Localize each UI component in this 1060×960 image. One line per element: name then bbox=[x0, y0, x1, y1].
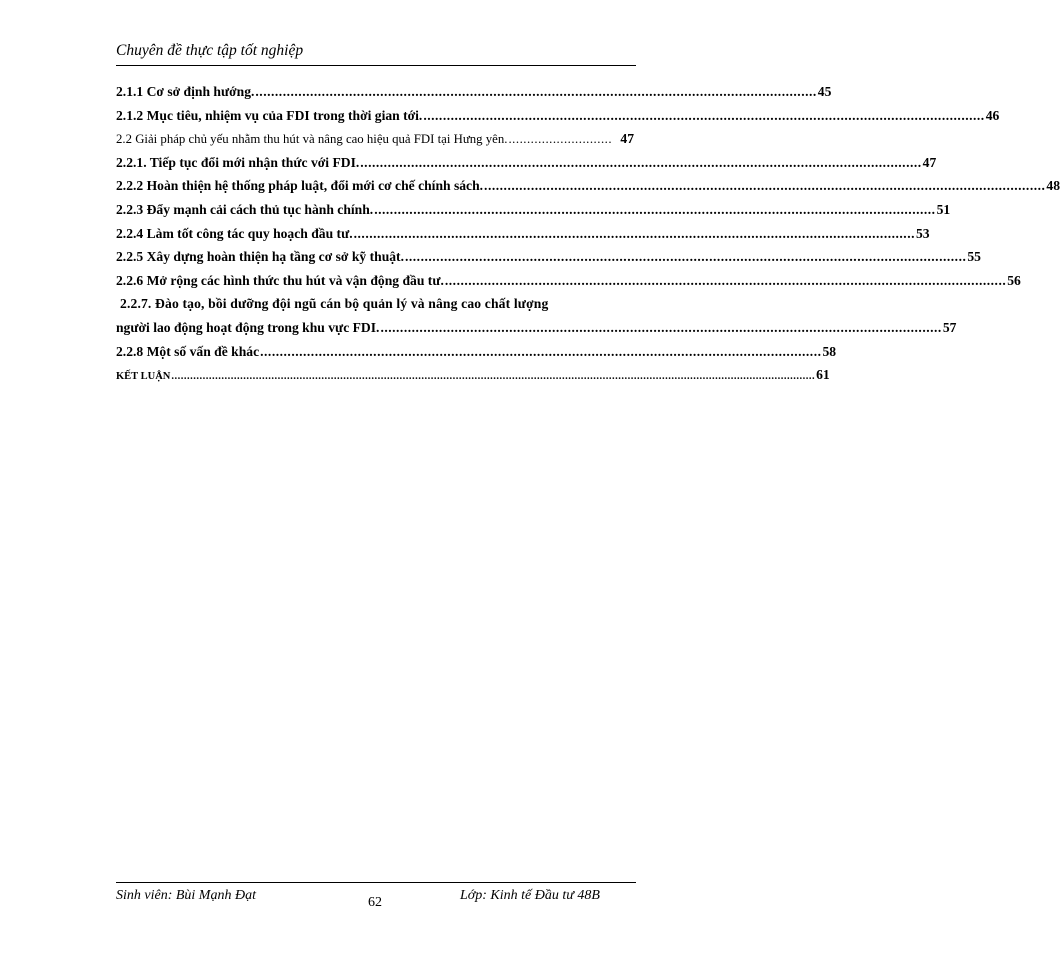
toc-entry-label: 2.2.2 Hoàn thiện hệ thống pháp luật, đổi mới cơ chế chính sách. bbox=[116, 178, 484, 194]
header-divider bbox=[116, 65, 636, 66]
toc-entry-2-2-1[interactable] bbox=[116, 151, 937, 175]
toc-entry-label: 2.2.4 Làm tốt công tác quy hoạch đầu tư. bbox=[116, 225, 353, 241]
toc-entry-page: 58 bbox=[822, 343, 837, 359]
toc-entry-label: 2.2.5 Xây dựng hoàn thiện hạ tầng cơ sở kỹ thuật. bbox=[116, 249, 404, 265]
toc-leader: .............................................................................................................................................................................................................. bbox=[171, 371, 816, 383]
toc-leader: ................................................................................................................................................ bbox=[404, 249, 967, 265]
footer-class: Lớp: Kinh tế Đầu tư 48B bbox=[460, 888, 600, 903]
toc-entry-2-2-2[interactable] bbox=[116, 174, 1060, 198]
footer-page-number: 62 bbox=[368, 895, 382, 910]
toc-entry-page: 47 bbox=[620, 131, 634, 147]
toc-entry-page: 55 bbox=[967, 249, 981, 265]
toc-entry-2-2-5[interactable] bbox=[116, 245, 981, 269]
toc-entry-2-2-7[interactable] bbox=[116, 292, 957, 339]
toc-entry-2-2-8[interactable] bbox=[116, 340, 837, 364]
toc-entry-page: 53 bbox=[916, 225, 930, 241]
toc-entry-2-2[interactable] bbox=[116, 127, 634, 151]
toc-leader: ................................................................................................................................................ bbox=[353, 225, 915, 241]
toc-entry-page: 51 bbox=[936, 201, 951, 217]
toc-entry-page: 46 bbox=[985, 107, 1000, 123]
toc-leader: ................................................................................................................................................ bbox=[484, 178, 1046, 194]
header-title: Chuyên đề thực tập tốt nghiệp bbox=[116, 42, 304, 59]
toc-entry-2-2-4[interactable] bbox=[116, 222, 930, 246]
toc-entry-label: 2.2.3 Đẩy mạnh cải cách thủ tục hành chính. bbox=[116, 201, 374, 217]
toc-leader: ................................................................................................................................................ bbox=[374, 201, 936, 217]
footer-student: Sinh viên: Bùi Mạnh Đạt bbox=[116, 888, 256, 903]
toc-entry-label: 2.1.2 Mục tiêu, nhiệm vụ của FDI trong thời gian tới. bbox=[116, 107, 423, 123]
toc-leader: ................................................................................................................................................ bbox=[255, 84, 817, 99]
toc-entry-label: 2.2 Giải pháp chủ yếu nhằm thu hút và nâng cao hiệu quả FDI tại Hưng yên. bbox=[116, 132, 508, 147]
toc-entry-label: KẾT LUẬN bbox=[116, 371, 171, 383]
toc-entry-label: 2.2.6 Mở rộng các hình thức thu hút và vận động đầu tư. bbox=[116, 272, 444, 288]
toc-leader: ................................................................................................................................................ bbox=[380, 319, 942, 335]
toc-entry-label: 2.2.8 Một số vấn đề khác bbox=[116, 343, 260, 359]
footer-divider bbox=[116, 882, 636, 883]
toc-leader: ................................................................................................................................................ bbox=[444, 272, 1007, 288]
toc-entry-page: 45 bbox=[817, 84, 832, 99]
toc-entry-page: 56 bbox=[1007, 272, 1021, 288]
toc-entry-label: 2.1.1 Cơ sở định hướng. bbox=[116, 84, 255, 99]
toc-entry-page: 57 bbox=[942, 319, 957, 335]
toc-entry-page: 47 bbox=[922, 154, 937, 170]
toc-entry-2-1-1[interactable] bbox=[116, 80, 832, 104]
toc-entry-label-line1: 2.2.7. Đào tạo, bồi dưỡng đội ngũ cán bộ quản lý và nâng cao chất lượng bbox=[120, 296, 549, 312]
toc-leader: ................................................................................................................................................ bbox=[260, 343, 822, 359]
toc-entry-label: 2.2.1. Tiếp tục đổi mới nhận thức với FDI. bbox=[116, 154, 360, 170]
toc-leader: ................................................................................................................................................ bbox=[360, 154, 922, 170]
toc-entry-ket-luan[interactable] bbox=[116, 363, 830, 387]
toc-entry-label-line2: người lao động hoạt động trong khu vực FDI. bbox=[116, 319, 380, 335]
toc-entry-2-2-6[interactable] bbox=[116, 269, 1021, 293]
toc-entry-page: 48 bbox=[1046, 178, 1060, 194]
toc-entry-page: 61 bbox=[816, 367, 830, 383]
toc-leader: ............................ bbox=[508, 132, 613, 147]
toc-entry-2-1-2[interactable] bbox=[116, 104, 1000, 128]
toc-leader: ................................................................................................................................................ bbox=[423, 107, 985, 123]
toc-entry-2-2-3[interactable] bbox=[116, 198, 951, 222]
table-of-contents bbox=[116, 80, 1060, 387]
